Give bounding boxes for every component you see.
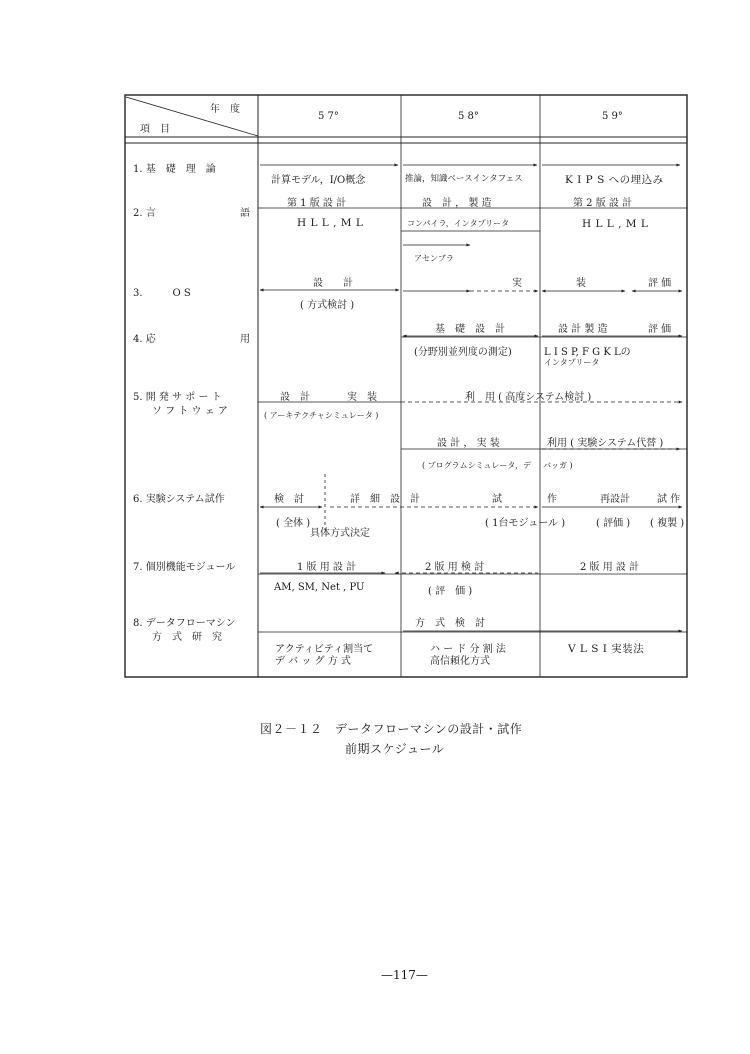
row2-label-end: 語 [240,208,250,219]
row5-c1a: 設 計 [280,392,310,403]
row5-c2a: 利 用 ( 高度システム検討 ) [465,392,592,403]
row8-label2: 方 式 研 究 [152,632,222,643]
row3-method: ( 方式検討 ) [300,300,355,311]
row4-c3b: 評 価 [648,324,672,335]
row7-c1a: 1 版 用 設 計 [297,562,357,573]
row3-impl-2: 装 [576,278,586,289]
header-item-label: 項 目 [140,124,170,135]
row3-eval: 評 価 [648,278,672,289]
row1-c2: 推論，知識ベースインタフェス [405,174,523,184]
row7-c2b: ( 評 価 ) [428,586,473,597]
row8-c2b: ハ ー ド 分 割 法 [430,644,506,655]
row7-label: 7. 個別機能モジュール [133,562,236,573]
row7-c1b: AM, SM, Net , PU [274,582,365,593]
row6-one-module: ( 1台モジュール ) [485,518,566,529]
row6-whole: ( 全体 ) [276,518,311,529]
row4-c3a: 設 計 製 造 [558,324,608,335]
header-year-label: 年 度 [210,104,240,115]
row5-label2: ソ フ ト ウ ェ ア [152,406,228,417]
row6-eval: ( 評価 ) [596,518,631,529]
row4-label-num: 4. 応 [133,334,156,345]
row2-c2a: 設 計 ， 製 造 [422,198,492,209]
row5-c3a: 利用 ( 実験システム代替 ) [547,438,664,449]
figure-caption-line1: 図２－１２ データフローマシンの設計・試作 [260,722,523,736]
row2-c2b: コンパイラ，インタプリータ [407,219,510,228]
row8-c1a: アクティビティ割当て [275,644,374,655]
row4-c2b: (分野別並列度の測定) [414,347,512,358]
row3-impl-1: 実 [512,278,522,289]
row6-trial-2: 作 [547,494,557,505]
row6-copy: ( 複製 ) [650,518,685,529]
row2-c3a: 第 2 版 設 計 [573,198,633,209]
row4-label-end: 用 [240,334,250,345]
row6-trial-1: 試 [492,494,502,505]
row5-c3b: バッガ ) [543,461,573,470]
year-59: 5 9° [602,111,623,122]
row7-c2a: 2 版 用 検 討 [425,562,485,573]
row2-c1a: 第 1 版 設 計 [287,198,347,209]
row6-concrete-method: 具体方式決定 [310,528,370,539]
row3-label: 3. O S [133,288,191,299]
year-57: 5 7° [318,111,339,122]
figure-caption-line2: 前期スケジュール [345,742,445,756]
row1-c3: K I P S への埋込み [565,174,664,186]
row5-c2c: ( プログラムシミュレータ，デ [422,461,531,470]
row6-label: 6. 実験システム試作 [133,494,225,505]
row8-c2a: 方 式 検 討 [415,618,485,629]
row3-design: 設 計 [313,278,353,289]
row2-c2c: アセンブラ [414,254,454,263]
row2-c3b: H L L , M L [582,218,649,230]
year-58: 5 8° [458,111,479,122]
row4-c3c: L I S P, F G K Lの [544,347,631,358]
row4-c2a: 基 礎 設 計 [435,324,505,335]
row5-c1b: 実 装 [347,392,377,403]
row5-c2b: 設 計 ， 実 装 [437,438,500,449]
row7-c3a: 2 版 用 設 計 [580,562,640,573]
row6-redesign: 再設計 [600,494,630,505]
row1-label: 1. 基 礎 理 論 [133,164,216,175]
page-number: —117— [381,968,428,982]
row6-detail-design: 詳 細 設 計 [350,494,420,505]
row8-label1: 8. データフローマシン [133,618,236,629]
row6-study: 検 討 [274,494,304,505]
row2-label-num: 2. 言 [133,208,156,219]
row1-c1: 計算モデル，I/O概念 [271,175,366,186]
row8-c3a: V L S I 実装法 [568,643,645,655]
row5-c1c: ( アーキテクチャシミュレータ ) [264,411,379,420]
row8-c2c: 高信頼化方式 [430,656,490,667]
row4-c3d: インタプリータ [544,358,600,367]
row5-label1: 5. 開 発 サ ポ ー ト [133,392,222,403]
row6-trial-3: 試 作 [657,494,681,505]
row2-c1b: H L L , M L [297,217,364,229]
row8-c1b: デ バ ッ グ 方 式 [275,656,351,667]
